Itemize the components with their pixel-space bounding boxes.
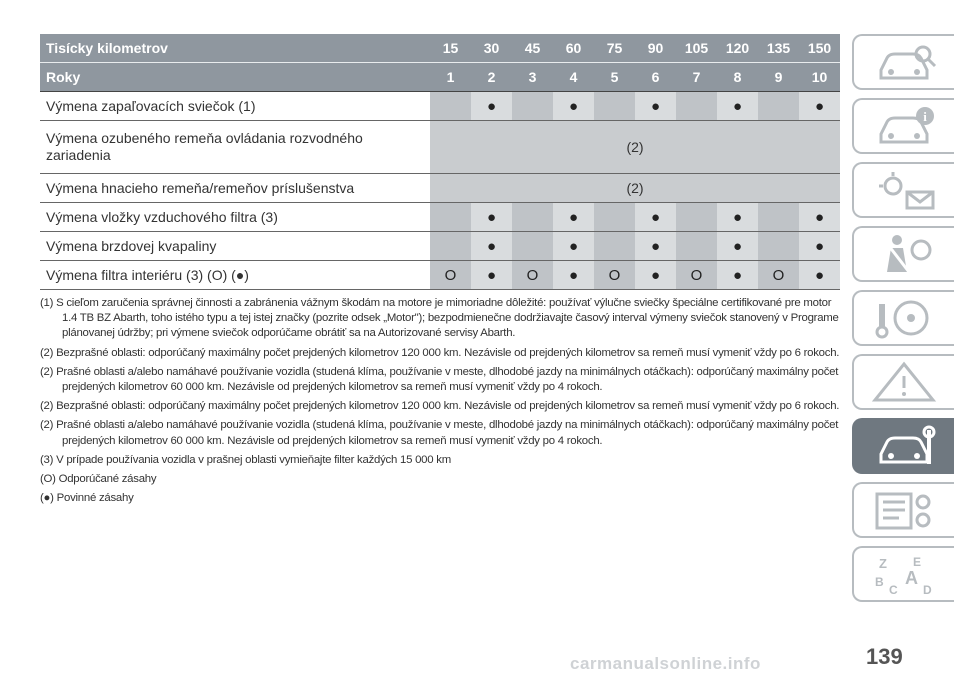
row-span-value: (2) <box>430 174 840 203</box>
legend-item: (O) Odporúčané zásahy <box>40 473 157 486</box>
legend-item: (●) Povinné zásahy <box>40 492 134 505</box>
header-year-cell: 1 <box>430 63 471 92</box>
svg-text:i: i <box>923 109 927 124</box>
row-value <box>430 203 471 232</box>
row-value: ● <box>799 232 840 261</box>
row-label: Výmena filtra interiéru (3) (O) (●) <box>40 261 430 290</box>
row-value: ● <box>471 203 512 232</box>
row-value: ● <box>799 92 840 121</box>
header-year-cell: 4 <box>553 63 594 92</box>
header-year-cell: 2 <box>471 63 512 92</box>
row-span-value: (2) <box>430 121 840 174</box>
header-km-cell: 15 <box>430 34 471 63</box>
row-value: ● <box>471 261 512 290</box>
row-value: ● <box>799 261 840 290</box>
settings-list-icon <box>869 488 939 532</box>
maintenance-table <box>40 34 840 290</box>
row-value: ● <box>799 203 840 232</box>
header-year-cell: 3 <box>512 63 553 92</box>
row-value: ● <box>717 92 758 121</box>
footnotes <box>40 296 840 506</box>
table-row <box>40 261 840 290</box>
header-km-cell: 105 <box>676 34 717 63</box>
row-value: ● <box>717 203 758 232</box>
sidebar-tab-alphabet-index[interactable] <box>852 546 954 602</box>
page-number: 139 <box>866 644 903 669</box>
row-value <box>512 92 553 121</box>
header-km-label: Tisícky kilometrov <box>40 34 430 63</box>
footnote: (1) S cieľom zaručenia správnej činnosti a zabránenia vážnym škodám na motore je mimoriadne dôležité: používať výlučne sviečky špeciálne certifikované pre motor 1.4 TB BZ Abarth, toho istého typu a tej istej značky (pozrite odsek „Motor"); bezpodmienečne dodržiavajte časový interval výmeny sviečok stanovený v Programe plánovanej údržby; pri výmene sviečok odporúčame obrátiť sa na Autorizované servisy Abarth. <box>40 297 839 340</box>
row-value: O <box>758 261 799 290</box>
sidebar-tab-warning-triangle[interactable] <box>852 354 954 410</box>
svg-text:A: A <box>905 568 918 588</box>
table-row <box>40 92 840 121</box>
svg-text:B: B <box>875 575 884 589</box>
row-value: ● <box>553 232 594 261</box>
svg-text:E: E <box>913 555 922 569</box>
header-km-cell: 45 <box>512 34 553 63</box>
row-value: ● <box>717 232 758 261</box>
chapter-sidebar <box>852 34 960 610</box>
row-value: ● <box>471 92 512 121</box>
row-value: O <box>512 261 553 290</box>
sidebar-tab-car-search[interactable] <box>852 34 954 90</box>
row-value: O <box>676 261 717 290</box>
row-value: ● <box>717 261 758 290</box>
footnote: (2) Prašné oblasti a/alebo namáhavé používanie vozidla (studená klíma, používanie v meste, dlhodobé jazdy na minimálnych otáčkach): odporúčaný maximálny počet prejdených kilometrov 60 000 km. Nezávisle od prejdených kilometrov sa remeň musí vymeniť vždy po 4 rokoch. <box>40 365 839 394</box>
row-value <box>594 203 635 232</box>
row-value: ● <box>553 203 594 232</box>
header-km-cell: 30 <box>471 34 512 63</box>
car-info-icon <box>869 104 939 148</box>
header-year-cell: 10 <box>799 63 840 92</box>
row-value <box>758 92 799 121</box>
table-row <box>40 232 840 261</box>
sidebar-tab-car-info[interactable] <box>852 98 954 154</box>
row-value: ● <box>635 203 676 232</box>
car-wrench-icon <box>869 424 939 468</box>
row-value: ● <box>471 232 512 261</box>
dashboard-lights-mail-icon <box>869 168 939 212</box>
row-value <box>676 203 717 232</box>
header-km-cell: 120 <box>717 34 758 63</box>
footnote: (3) V prípade používania vozidla v prašnej oblasti vymieňajte filter každých 15 000 km <box>40 453 451 466</box>
row-value: ● <box>635 232 676 261</box>
row-label: Výmena zapaľovacích sviečok (1) <box>40 92 430 121</box>
header-years-label: Roky <box>40 63 430 92</box>
footnote: (2) Bezprašné oblasti: odporúčaný maximálny počet prejdených kilometrov 120 000 km. Nezávisle od prejdených kilometrov sa remeň musí vymeniť vždy po 6 rokoch. <box>40 400 840 413</box>
row-value <box>512 203 553 232</box>
sidebar-tab-settings-list[interactable] <box>852 482 954 538</box>
seatbelt-airbag-icon <box>869 232 939 276</box>
watermark: carmanualsonline.info <box>570 654 761 673</box>
svg-text:C: C <box>889 583 898 596</box>
svg-text:Z: Z <box>879 556 887 571</box>
warning-triangle-icon <box>869 360 939 404</box>
row-value <box>758 232 799 261</box>
row-label: Výmena hnacieho remeňa/remeňov príslušenstva <box>40 174 430 203</box>
sidebar-tab-car-wrench[interactable] <box>852 418 954 474</box>
sidebar-tab-dashboard-lights-mail[interactable] <box>852 162 954 218</box>
header-km-cell: 135 <box>758 34 799 63</box>
row-value: O <box>430 261 471 290</box>
header-year-cell: 8 <box>717 63 758 92</box>
header-km-cell: 90 <box>635 34 676 63</box>
sidebar-tab-steering-wheel-key[interactable] <box>852 290 954 346</box>
steering-wheel-key-icon <box>869 296 939 340</box>
svg-text:D: D <box>923 583 932 596</box>
row-value: ● <box>553 261 594 290</box>
car-search-icon <box>869 40 939 84</box>
row-value: ● <box>635 92 676 121</box>
header-km-cell: 75 <box>594 34 635 63</box>
row-value <box>676 232 717 261</box>
footnote: (2) Bezprašné oblasti: odporúčaný maximálny počet prejdených kilometrov 120 000 km. Nezávisle od prejdených kilometrov sa remeň musí vymeniť vždy po 6 rokoch. <box>40 346 840 359</box>
table-row <box>40 203 840 232</box>
row-value <box>512 232 553 261</box>
alphabet-index-icon <box>869 552 939 596</box>
header-km-cell: 150 <box>799 34 840 63</box>
row-value <box>430 92 471 121</box>
header-year-cell: 6 <box>635 63 676 92</box>
header-year-cell: 9 <box>758 63 799 92</box>
row-value <box>676 92 717 121</box>
row-value <box>594 92 635 121</box>
row-label: Výmena ozubeného remeňa ovládania rozvodného zariadenia <box>40 121 430 174</box>
row-value: ● <box>553 92 594 121</box>
header-km-cell: 60 <box>553 34 594 63</box>
sidebar-tab-seatbelt-airbag[interactable] <box>852 226 954 282</box>
table-row <box>40 121 840 174</box>
row-value <box>430 232 471 261</box>
row-value: ● <box>635 261 676 290</box>
row-label: Výmena vložky vzduchového filtra (3) <box>40 203 430 232</box>
row-value: O <box>594 261 635 290</box>
table-row <box>40 174 840 203</box>
footnote: (2) Prašné oblasti a/alebo namáhavé používanie vozidla (studená klíma, používanie v meste, dlhodobé jazdy na minimálnych otáčkach): odporúčaný maximálny počet prejdených kilometrov 60 000 km. Nezávisle od prejdených kilometrov sa remeň musí vymeniť vždy po 4 rokoch. <box>40 419 839 447</box>
header-year-cell: 5 <box>594 63 635 92</box>
header-year-cell: 7 <box>676 63 717 92</box>
row-value <box>758 203 799 232</box>
row-label: Výmena brzdovej kvapaliny <box>40 232 430 261</box>
maintenance-schedule <box>40 34 840 510</box>
row-value <box>594 232 635 261</box>
